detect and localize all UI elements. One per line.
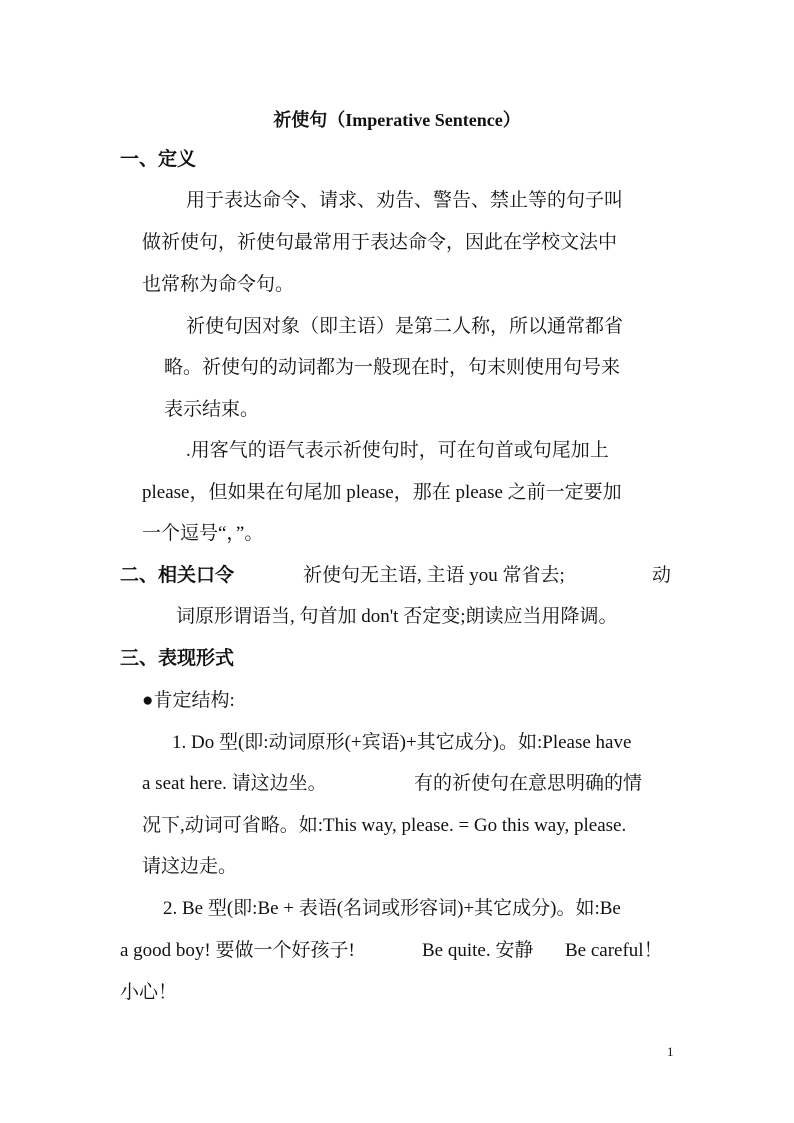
section1-p3-line1: .用客气的语气表示祈使句时，可在句首或句尾加上 [186, 440, 609, 461]
item2-line1: 2. Be 型(即:Be + 表语(名词或形容词)+其它成分)。如:Be [163, 898, 621, 919]
section2-heading: 二、相关口令 [120, 565, 235, 586]
item2-line2-a: a good boy! 要做一个好孩子! [120, 940, 355, 961]
item1-line4: 请这边走。 [142, 856, 238, 877]
section3-heading: 三、表现形式 [120, 648, 235, 669]
document-title: 祈使句（Imperative Sentence） [273, 110, 521, 130]
section2-line1-a: 祈使句无主语, 主语 you 常省去; [303, 565, 565, 586]
section2-line2: 词原形谓语当, 句首加 don't 否定变;朗读应当用降调。 [176, 606, 618, 627]
section1-heading: 一、定义 [120, 149, 197, 170]
item1-line2-b: 有的祈使句在意思明确的情 [414, 773, 643, 794]
section1-p1-line3: 也常称为命令句。 [142, 274, 295, 295]
section1-p1-line1: 用于表达命令、请求、劝告、警告、禁止等的句子叫 [186, 190, 624, 211]
section1-p3-line3: 一个逗号“，”。 [142, 523, 264, 544]
item2-line2-b: Be quite. 安静 [422, 940, 534, 961]
section1-p2-line3: 表示结束。 [164, 399, 260, 420]
item2-line2-c: Be careful！ [565, 940, 663, 961]
section1-p2-line2: 略。祈使句的动词都为一般现在时，句末则使用句号来 [164, 357, 621, 378]
section1-p2-line1: 祈使句因对象（即主语）是第二人称，所以通常都省 [186, 316, 624, 337]
page-number: 1 [667, 1044, 674, 1059]
item1-line1: 1. Do 型(即:动词原形(+宾语)+其它成分)。如:Please have [172, 732, 632, 753]
section1-p1-line2: 做祈使句，祈使句最常用于表达命令，因此在学校文法中 [142, 232, 618, 253]
item1-line3: 况下,动词可省略。如:This way, please. = Go this way, please. [142, 815, 627, 836]
item1-line2-a: a seat here. 请这边坐。 [142, 773, 327, 794]
section1-p3-line2: please，但如果在句尾加 please，那在 please 之前一定要加 [142, 482, 622, 503]
bullet-affirmative: ●肯定结构: [142, 690, 235, 711]
section2-line1-b: 动 [652, 565, 672, 586]
item2-line3: 小心！ [120, 982, 178, 1003]
